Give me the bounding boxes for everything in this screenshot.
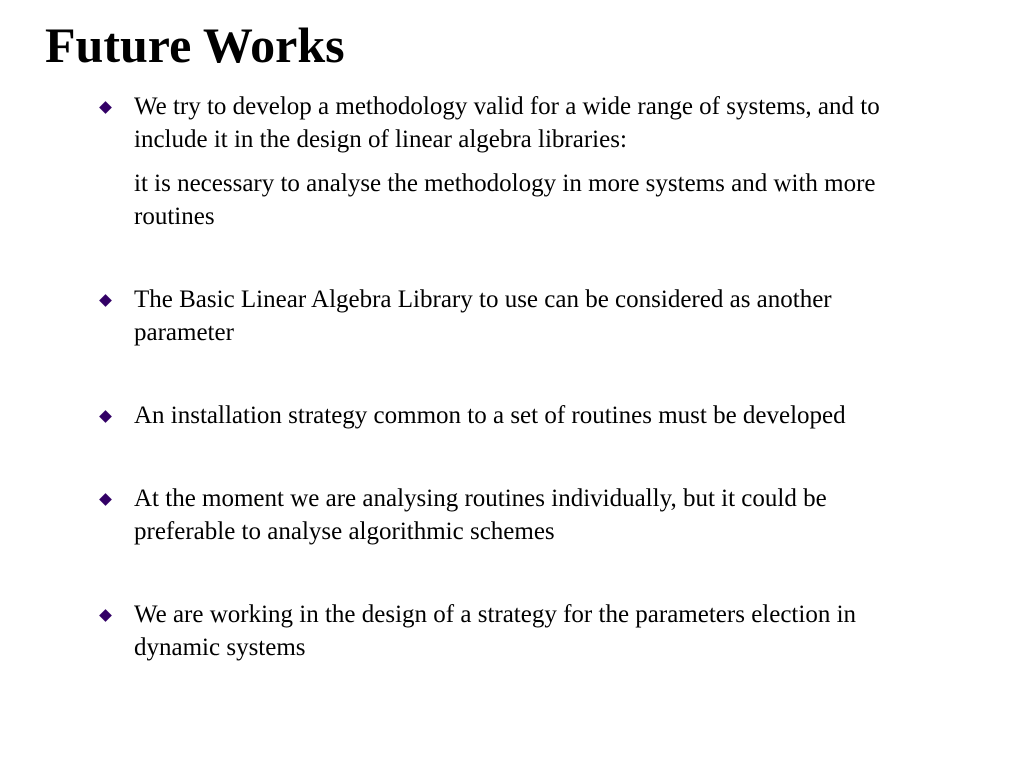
diamond-bullet-icon [99,493,112,506]
diamond-bullet-icon [99,101,112,114]
list-item [96,283,896,349]
page-title: Future Works [45,17,345,73]
list-item [96,598,896,664]
bullet-text: The Basic Linear Algebra Library to use can be considered as another parameter [134,286,832,346]
bullet-list [96,90,896,714]
bullet-text: We try to develop a methodology valid for a wide range of systems, and to include it in the design of linear algebra libraries: [134,93,880,153]
bullet-text: An installation strategy common to a set of routines must be developed [134,402,846,429]
diamond-bullet-icon [99,609,112,622]
list-item [96,482,896,548]
bullet-text: At the moment we are analysing routines individually, but it could be preferable to analyse algorithmic schemes [134,485,827,545]
bullet-subtext: it is necessary to analyse the methodology in more systems and with more routines [134,170,876,230]
diamond-bullet-icon [99,294,112,307]
bullet-text: We are working in the design of a strategy for the parameters election in dynamic systems [134,601,857,661]
list-item [96,399,896,432]
list-item [96,90,896,233]
diamond-bullet-icon [99,410,112,423]
